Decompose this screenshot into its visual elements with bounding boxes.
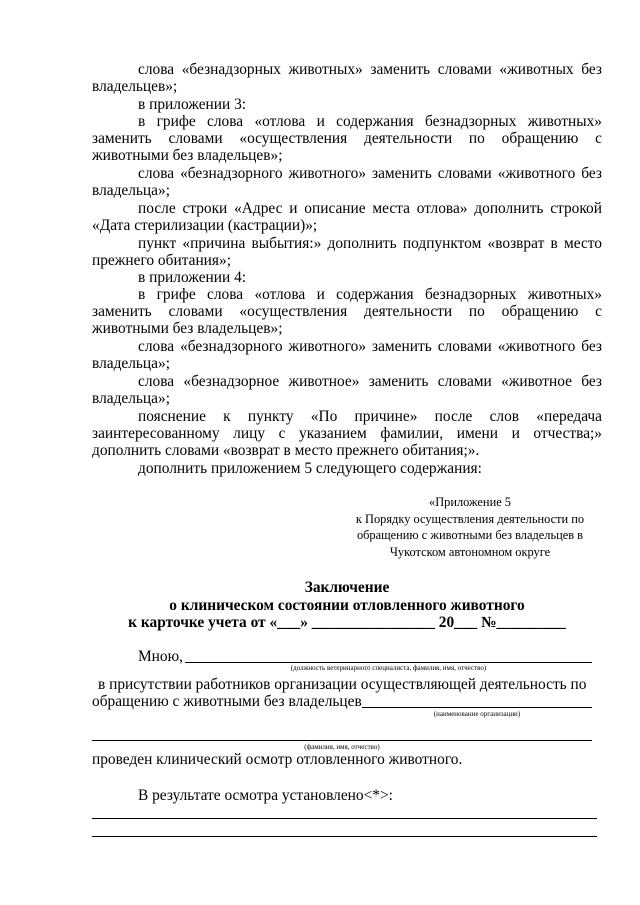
paragraph: слова «безнадзорное животное» заменить словами «животное без владельца»;: [92, 373, 602, 407]
paragraph: слова «безнадзорного животного» заменить словами «животного без владельца»;: [92, 338, 602, 372]
fio-hint: (фамилия, имя, отчество): [304, 743, 380, 751]
result-fill-line[interactable]: [92, 818, 597, 819]
paragraph: в приложении 4:: [138, 269, 247, 286]
specialist-hint: (должность ветеринарного специалиста, фамилия, имя, отчество): [290, 664, 487, 672]
appendix-header: [335, 494, 605, 560]
title-line: о клиническом состоянии отловленного животного: [169, 596, 525, 614]
specialist-fill-line[interactable]: [185, 662, 592, 663]
title-line: Заключение: [304, 579, 390, 596]
exam-done-text: проведен клинический осмотр отловленного животного.: [92, 751, 463, 768]
appendix-line: «Приложение 5: [429, 495, 511, 509]
organization-fill-line[interactable]: [362, 707, 592, 708]
paragraph: после строки «Адрес и описание места отлова» дополнить строкой «Дата стерилизации (кастрации)»;: [92, 200, 602, 234]
paragraph: в грифе слова «отлова и содержания безнадзорных животных» заменить словами «осуществления деятельности по обращению с животными без владельцев»;: [92, 286, 602, 337]
title-line: к карточке учета от «___» ________________ 20___ №_________: [128, 614, 566, 631]
paragraph: слова «безнадзорного животного» заменить словами «животного без владельца»;: [92, 165, 602, 199]
presence-text: в присутствии работников организации осуществляющей деятельность по: [98, 676, 587, 693]
paragraph: дополнить приложением 5 следующего содержания:: [138, 460, 482, 477]
fio-fill-line[interactable]: [92, 740, 592, 741]
organization-hint: (наименование организации): [433, 710, 521, 718]
appendix-line: к Порядку осуществления деятельности по: [355, 511, 585, 526]
paragraph: в грифе слова «отлова и содержания безнадзорных животных» заменить словами «осуществления деятельности по обращению с животными без владельцев»;: [92, 113, 602, 164]
paragraph: слова «безнадзорных животных» заменить словами «животных без владельцев»;: [92, 61, 602, 95]
paragraph: пункт «причина выбытия:» дополнить подпунктом «возврат в место прежнего обитания»;: [92, 235, 602, 269]
presence-text-2: обращению с животными без владельцев: [92, 693, 362, 710]
appendix-line: Чукотском автономном округе: [389, 544, 551, 559]
result-label: В результате осмотра установлено<*>:: [138, 787, 393, 804]
paragraph: пояснение к пункту «По причине» после слов «передача заинтересованному лицу с указанием фамилии, имени и отчества;» дополнить словами «возврат в место прежнего обитания;».: [92, 408, 602, 459]
by-me-label: Мною,: [138, 648, 183, 665]
appendix-line: обращению с животными без владельцев в: [356, 528, 584, 542]
result-fill-line[interactable]: [92, 836, 597, 837]
paragraph: в приложении 3:: [138, 96, 247, 113]
document-title: [92, 579, 602, 632]
